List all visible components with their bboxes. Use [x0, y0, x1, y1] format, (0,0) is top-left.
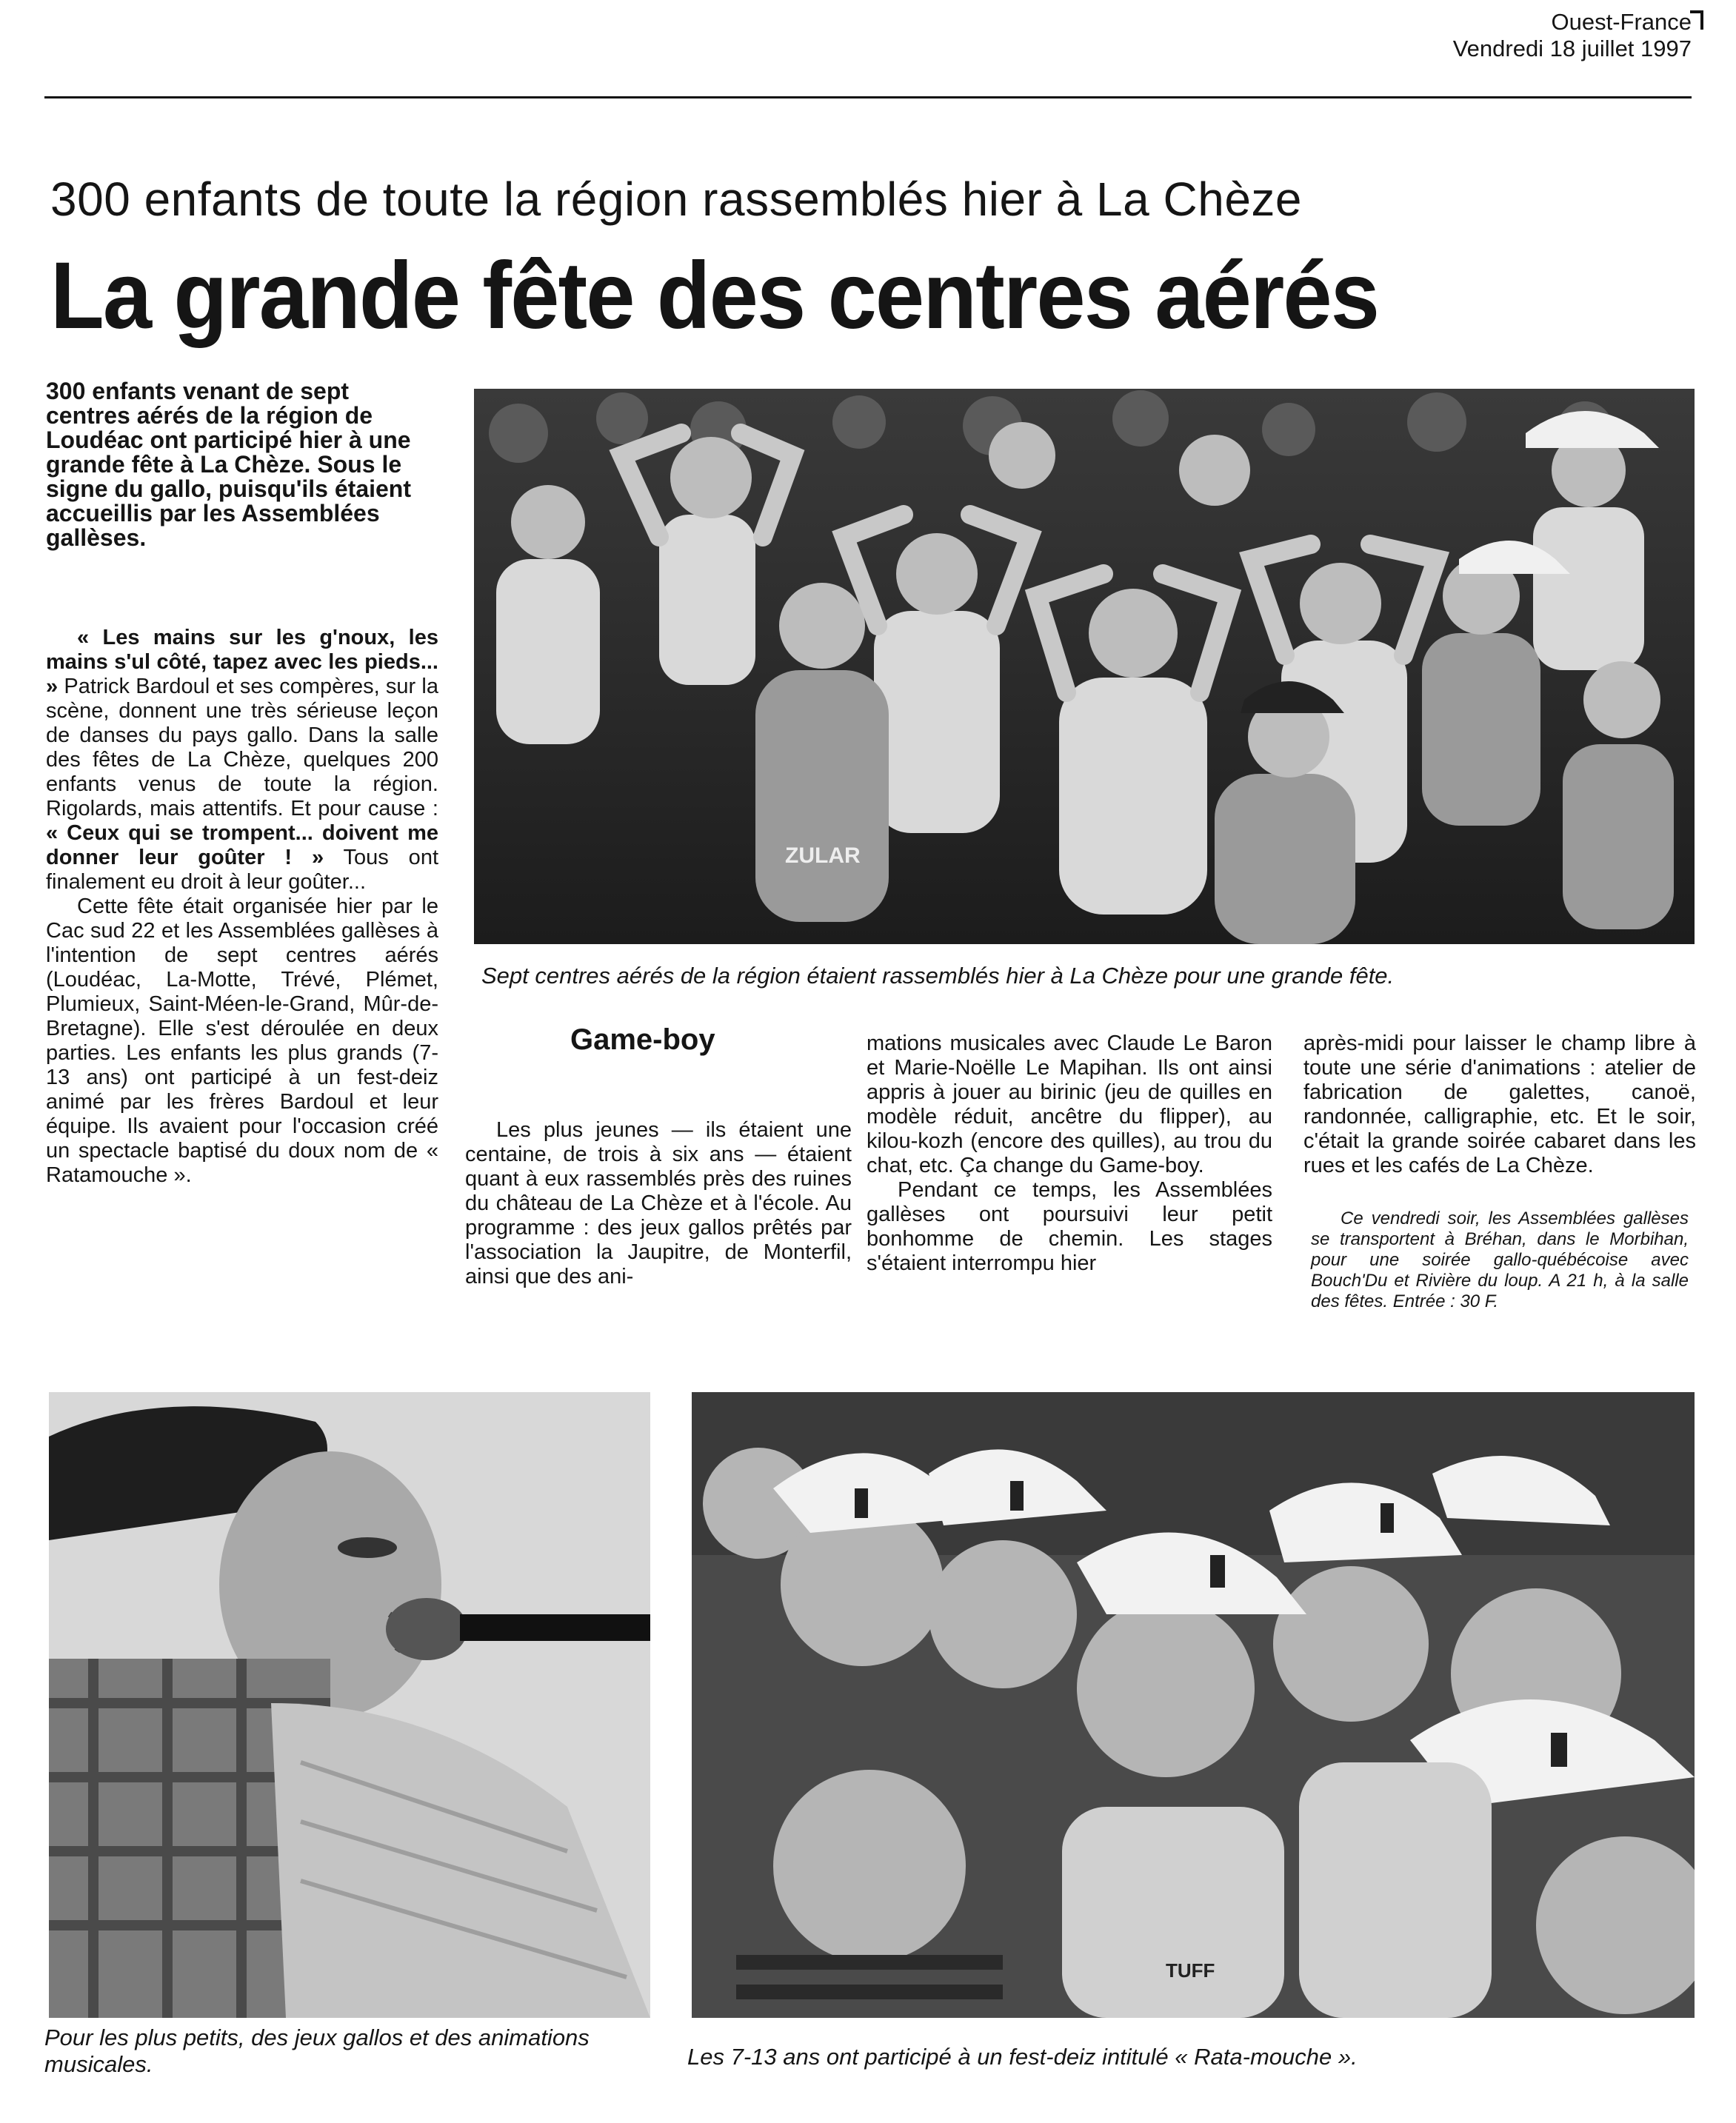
paragraph: mations musicales avec Claude Le Baron et Marie-Noëlle Le Mapihan. Ils ont ainsi appris à jouer au birinic (jeu de quilles en modèle réduit, ancêtre du flipper), au kilou-kozh (encore des quilles), au trou du chat, etc. Ça change du Game-boy. — [867, 1032, 1272, 1177]
caption-photo-2: Pour les plus petits, des jeux gallos et des animations musicales. — [44, 2025, 590, 2077]
note-paragraph: Ce vendredi soir, les Assemblées gallèses se transportent à Bréhan, dans le Morbihan, pour une soirée gallo-québécoise avec Bouch'Du et Rivière du loup. A 21 h, à la salle des fêtes. Entrée : 30 F. — [1311, 1208, 1689, 1311]
paragraph: après-midi pour laisser le champ libre à toute une série d'animations : atelier de fabrication de galettes, canoë, randonnée, calligraphie, etc. Et le soir, c'était la grande soirée cabaret dans les rues et les cafés de La Chèze. — [1303, 1032, 1696, 1177]
photo-children-dancing — [474, 389, 1695, 944]
photo-singer-microphone — [49, 1392, 650, 2018]
paragraph: Les plus jeunes — ils étaient une centaine, de trois à six ans — étaient quant à eux rassemblés près des ruines du château de La Chèze et à l'école. Au programme : des jeux gallos prêtés par l'association la Jaupitre, de Monterfil, ainsi que des ani- — [465, 1118, 852, 1288]
article-column-4 — [1303, 1032, 1696, 1178]
quote: « Ceux qui se trompent... doivent me donner leur goûter ! » — [46, 821, 438, 869]
lede-paragraph: 300 enfants venant de sept centres aérés de la région de Loudéac ont participé hier à une grande fête à La Chèze. Sous le signe du gallo, puisqu'ils étaient accueillis par les Assemblées gallèses. — [46, 378, 411, 551]
event-note — [1311, 1208, 1689, 1312]
shirt-brand: TUFF — [1166, 1959, 1215, 1982]
publication-name: Ouest-France — [1551, 9, 1692, 35]
photo-children-caps — [692, 1392, 1695, 2018]
shirt-print: ZULAR — [785, 843, 861, 868]
header-rule — [44, 96, 1692, 98]
article-column-2 — [465, 1118, 852, 1289]
article-column-1 — [46, 626, 438, 1188]
kicker-headline: 300 enfants de toute la région rassemblés hier à La Chèze — [50, 173, 1302, 226]
main-headline: La grande fête des centres aérés — [50, 243, 1379, 349]
paragraph: Pendant ce temps, les Assemblées gallèses ont poursuivi leur petit bonhomme de chemin. Les stages s'étaient interrompu hier — [867, 1178, 1272, 1275]
publication-date: Vendredi 18 juillet 1997 — [1452, 36, 1692, 61]
paragraph: Cette fête était organisée hier par le Cac sud 22 et les Assemblées gallèses à l'intention de sept centres aérés (Loudéac, La-Motte, Trévé, Plémet, Plumieux, Saint-Méen-le-Grand, Mûr-de-Bretagne). Elle s'est déroulée en deux parties. Les enfants les plus grands (7-13 ans) ont participé à un fest-deiz animé par les frères Bardoul et leur équipe. Ils avaient pour l'occasion créé un spectacle baptisé du doux nom de « Ratamouche ». — [46, 895, 438, 1187]
caption-photo-1: Sept centres aérés de la région étaient rassemblés hier à La Chèze pour une grande fête. — [481, 963, 1395, 989]
masthead — [1453, 9, 1692, 62]
quote: « Les mains sur les g'noux, les mains s'ul côté, tapez avec les pieds... » — [46, 626, 438, 698]
paragraph: « Les mains sur les g'noux, les mains s'ul côté, tapez avec les pieds... » Patrick Bardoul et ses compères, sur la scène, donnent une très sérieuse leçon de danses du pays gallo. Dans la salle des fêtes de La Chèze, quelques 200 enfants venus de toute la région. Rigolards, mais attentifs. Et pour cause : « Ceux qui se trompent... doivent me donner leur goûter ! » Tous ont finalement eu droit à leur goûter... — [46, 626, 438, 894]
corner-mark — [1690, 10, 1703, 30]
caption-photo-3: Les 7-13 ans ont participé à un fest-deiz intitulé « Rata-mouche ». — [687, 2044, 1358, 2070]
article-column-3 — [867, 1032, 1272, 1276]
section-subhead: Game-boy — [570, 1023, 715, 1056]
